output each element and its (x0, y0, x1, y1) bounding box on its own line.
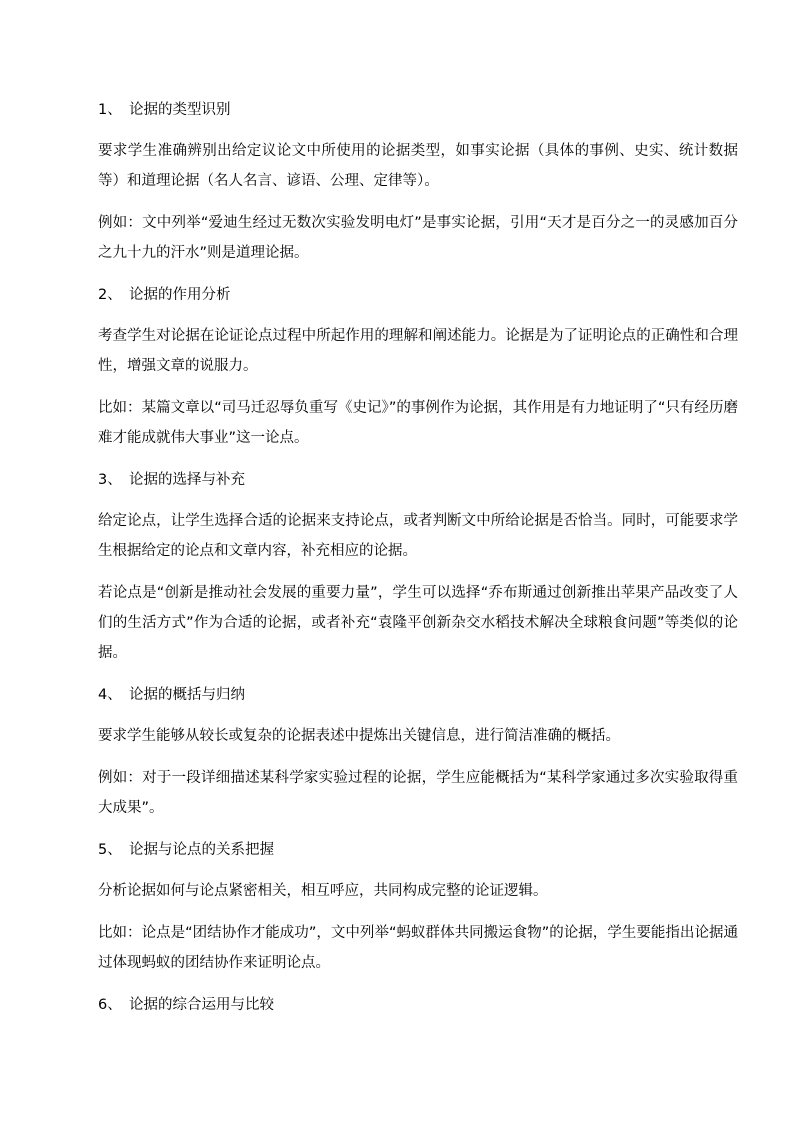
paragraph: 比如：论点是“团结协作才能成功”，文中列举“蚂蚁群体共同搬运食物”的论据，学生要能指出论据通过体现蚂蚁的团结协作来证明论点。 (98, 925, 738, 971)
section-number: 3、 (98, 472, 122, 488)
section-heading (98, 95, 738, 125)
paragraph: 要求学生准确辨别出给定议论文中所使用的论据类型，如事实论据（具体的事例、史实、统计数据等）和道理论据（名人名言、谚语、公理、定律等）。 (98, 143, 738, 189)
section-heading (98, 280, 738, 310)
section-number: 5、 (98, 842, 122, 858)
section-title: 论据与论点的关系把握 (129, 842, 274, 858)
paragraph: 例如：文中列举“爱迪生经过无数次实验发明电灯”是事实论据，引用“天才是百分之一的灵感加百分之九十九的汗水”则是道理论据。 (98, 215, 738, 261)
section-title: 论据的类型识别 (129, 102, 231, 118)
section-heading (98, 680, 738, 710)
paragraph: 给定论点，让学生选择合适的论据来支持论点，或者判断文中所给论据是否恰当。同时，可能要求学生根据给定的论点和文章内容，补充相应的论据。 (98, 513, 738, 559)
section-title: 论据的作用分析 (129, 287, 231, 303)
paragraph: 分析论据如何与论点紧密相关，相互呼应，共同构成完整的论证逻辑。 (98, 883, 548, 899)
paragraph: 若论点是“创新是推动社会发展的重要力量”，学生可以选择“乔布斯通过创新推出苹果产品改变了人们的生活方式”作为合适的论据，或者补充“袁隆平创新杂交水稻技术解决全球粮食问题”等类似的论据。 (98, 585, 738, 661)
section-title: 论据的选择与补充 (129, 472, 245, 488)
section-number: 2、 (98, 287, 122, 303)
section-title: 论据的概括与归纳 (129, 687, 245, 703)
document-body (98, 95, 738, 1020)
section-heading (98, 465, 738, 495)
section-heading (98, 835, 738, 865)
section-heading (98, 990, 738, 1020)
paragraph: 考查学生对论据在论证论点过程中所起作用的理解和阐述能力。论据是为了证明论点的正确性和合理性，增强文章的说服力。 (98, 328, 738, 374)
section-title: 论据的综合运用与比较 (129, 997, 274, 1013)
paragraph: 例如：对于一段详细描述某科学家实验过程的论据，学生应能概括为“某科学家通过多次实验取得重大成果”。 (98, 770, 738, 816)
section-number: 4、 (98, 687, 122, 703)
paragraph: 比如：某篇文章以“司马迁忍辱负重写《史记》”的事例作为论据，其作用是有力地证明了“只有经历磨难才能成就伟大事业”这一论点。 (98, 400, 738, 446)
paragraph: 要求学生能够从较长或复杂的论据表述中提炼出关键信息，进行简洁准确的概括。 (98, 728, 620, 744)
section-number: 6、 (98, 997, 122, 1013)
section-number: 1、 (98, 102, 122, 118)
